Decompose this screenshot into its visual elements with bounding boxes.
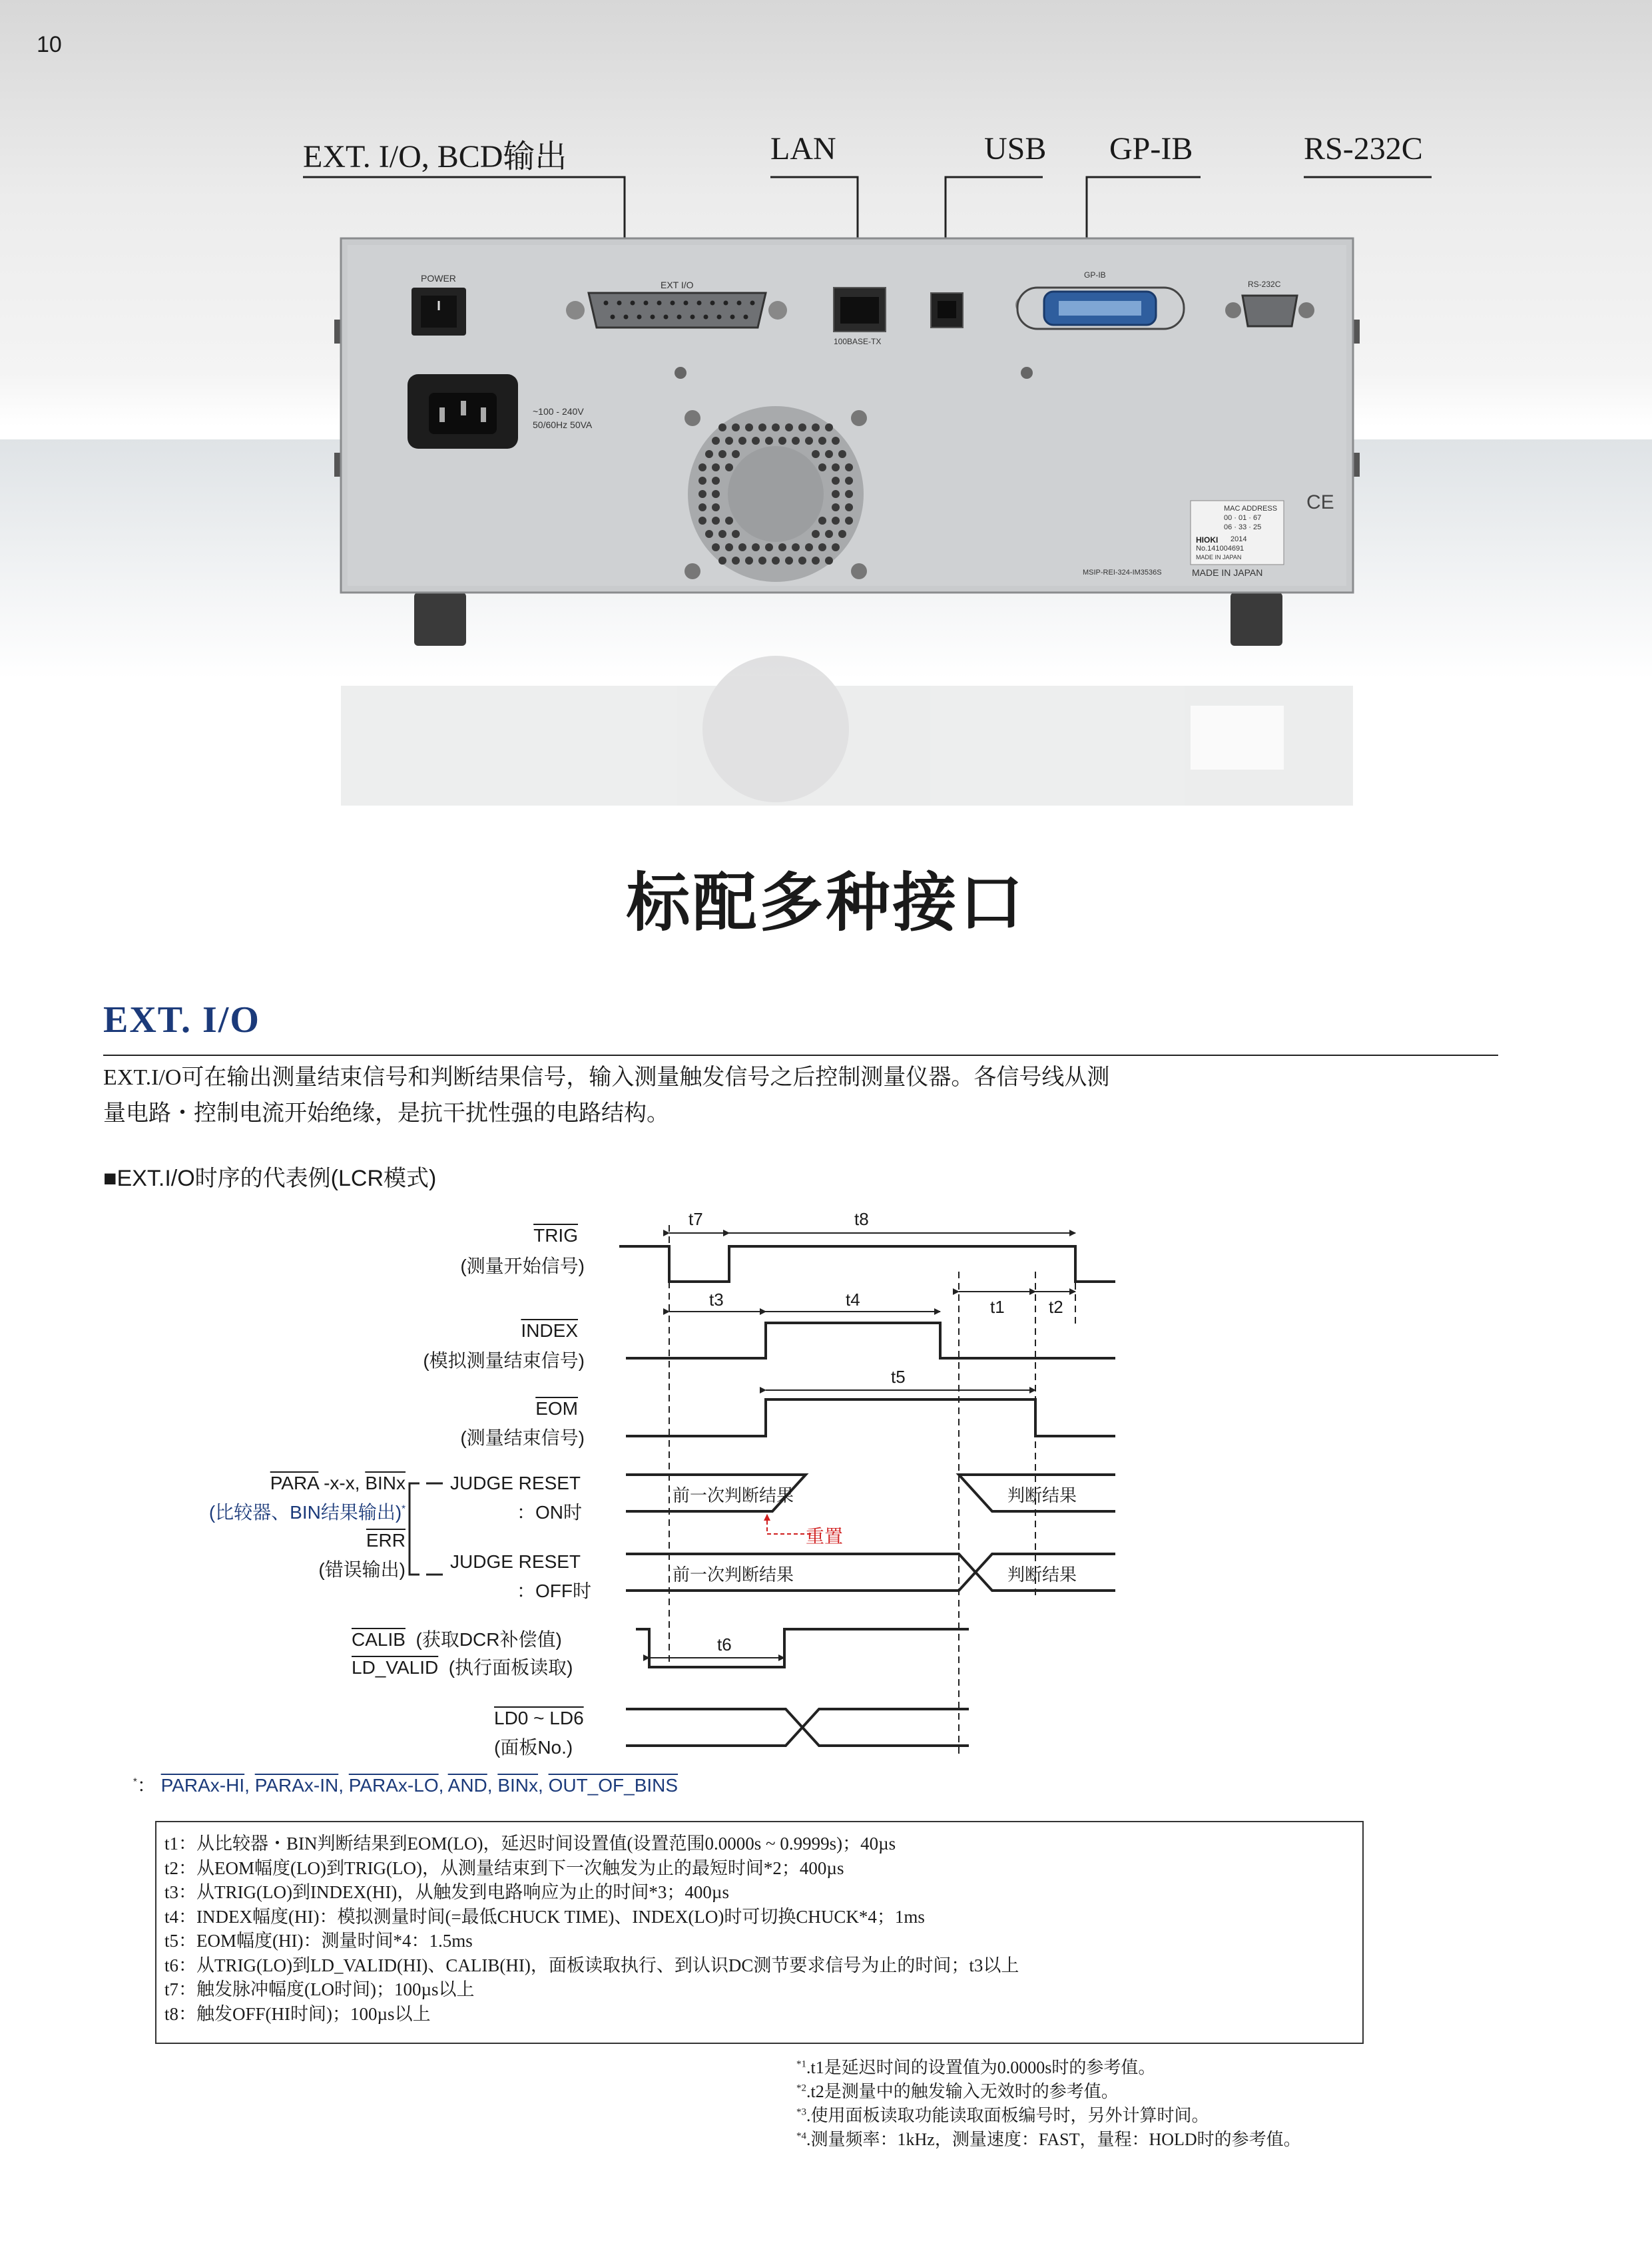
panel-lan-text: 100BASE-TX — [834, 337, 882, 346]
signal-para-b: -x-x, — [318, 1473, 366, 1493]
panel-msip: MSIP-REI-324-IM3536S — [1083, 569, 1162, 577]
footnote-1-text: .t1是延迟时间的设置值为0.0000s时的参考值。 — [806, 2058, 1156, 2077]
label-t6: t6 — [717, 1634, 732, 1654]
hero-title: 标配多种接口 — [626, 868, 1026, 939]
waveform-ld-a — [626, 1709, 969, 1746]
signal-eom-name: $\overline{EOM}$ — [535, 1398, 578, 1419]
result-off: 判断结果 — [1007, 1565, 1077, 1585]
intro-line-2: 量电路・控制电流开始绝缘，是抗干扰性强的电路结构。 — [103, 1101, 669, 1126]
signal-calib-desc: (获取DCR补偿值) — [415, 1629, 562, 1650]
prev-result-off: 前一次判断结果 — [673, 1565, 794, 1585]
signal-index-desc: (模拟测量结束信号) — [423, 1350, 585, 1371]
footnote-3-mark: *3 — [796, 2107, 806, 2118]
signal-para — [270, 1473, 406, 1494]
label-t2: t2 — [1049, 1297, 1063, 1317]
panel-rs232c-text: RS-232C — [1248, 280, 1281, 289]
panel-ext-io-text: EXT I/O — [661, 280, 694, 290]
panel-serial: No.141004691 — [1196, 545, 1244, 553]
footnote-4-text: .测量频率：1kHz，测量速度：FAST，量程：HOLD时的参考值。 — [806, 2130, 1301, 2149]
signal-footnote-sep: ： — [137, 1775, 156, 1796]
signal-footnote-mark: * — [133, 1776, 137, 1788]
judge-reset-off-state: ：OFF时 — [517, 1581, 591, 1601]
signal-trig-name: TRIG — [533, 1225, 578, 1246]
signal-ld-valid-name: LD_VALID — [352, 1657, 439, 1678]
ce-mark-icon: CE — [1306, 491, 1334, 513]
signal-para-a: PARA — [270, 1473, 319, 1493]
reset-indicator — [767, 1515, 811, 1534]
judge-reset-off: JUDGE RESET — [450, 1551, 581, 1572]
footnote-4-mark: *4 — [796, 2130, 806, 2142]
signal-ld — [494, 1708, 584, 1729]
note-t8: t8：触发OFF(HI时间)；100µs以上 — [164, 2003, 431, 2024]
timing-notes-box — [155, 1821, 1364, 2044]
panel-mac-1: 00 · 01 · 67 — [1224, 514, 1262, 522]
signal-err-desc: (错误输出) — [318, 1559, 406, 1580]
signal-ld-valid — [352, 1653, 573, 1680]
note-t5: t5：EOM幅度(HI)：测量时间*4：1.5ms — [164, 1931, 473, 1951]
judge-reset-on-state: ：ON时 — [517, 1502, 583, 1523]
waveform-trig — [619, 1246, 1115, 1282]
fn-signal-out-of-bins: OUT_OF_BINS — [548, 1775, 679, 1796]
panel-mac-2: 06 · 33 · 25 — [1224, 523, 1262, 531]
waveform-index — [626, 1323, 1115, 1358]
note-t3: t3：从TRIG(LO)到INDEX(HI)，从触发到电路响应为止的时间*3；400µs — [164, 1882, 729, 1902]
signal-para-desc-text: (比较器、BIN结果输出) — [208, 1502, 402, 1523]
label-t4: t4 — [846, 1290, 860, 1310]
fn-signal-binx: BINx — [497, 1775, 539, 1796]
panel-made-in: MADE IN JAPAN — [1192, 567, 1263, 578]
signal-calib — [352, 1625, 562, 1652]
signal-footnote-list: PARAx-HI, PARAx-IN, PARAx-LO, $\overline{AND}$, BINx, OUT_OF_BINS — [160, 1775, 679, 1796]
panel-ac-rating-1: ~100 - 240V — [533, 406, 584, 417]
label-t7: t7 — [688, 1209, 703, 1229]
signal-err — [366, 1530, 406, 1551]
prev-result-on: 前一次判断结果 — [673, 1485, 794, 1505]
footnotes — [796, 2056, 1301, 2152]
signal-ld-desc: (面板No.) — [494, 1737, 573, 1758]
footnote-3-text: .使用面板读取功能读取面板编号时，另外计算时间。 — [806, 2106, 1209, 2125]
intro-line-1: EXT.I/O可在输出测量结束信号和判断结果信号，输入测量触发信号之后控制测量仪器。各信号线从测 — [103, 1065, 1110, 1090]
footnote-3 — [796, 2104, 1301, 2128]
signal-eom — [535, 1398, 578, 1419]
signal-index-name: INDEX — [521, 1320, 578, 1341]
label-t1: t1 — [990, 1297, 1005, 1317]
panel-mac-label: MAC ADDRESS — [1224, 505, 1278, 513]
port-label-lan: LAN — [770, 131, 836, 166]
label-t5: t5 — [891, 1367, 906, 1387]
timing-notes — [164, 1832, 1019, 2026]
timing-heading: ■EXT.I/O时序的代表例(LCR模式) — [103, 1166, 437, 1191]
note-t4: t4：INDEX幅度(HI)：模拟测量时间(=最低CHUCK TIME)、INDEX(LO)时可切换CHUCK*4；1ms — [164, 1906, 925, 1927]
footnote-4 — [796, 2128, 1301, 2152]
fn-signal-para-lo: PARAx-LO — [348, 1775, 439, 1796]
waveform-ld-b — [626, 1709, 969, 1746]
footnote-2-text: .t2是测量中的触发输入无效时的参考值。 — [806, 2082, 1119, 2101]
page-number: 10 — [37, 32, 62, 57]
label-t8: t8 — [854, 1209, 869, 1229]
waveform-calib — [636, 1629, 969, 1667]
reset-label: 重置 — [806, 1526, 844, 1547]
note-t7: t7：触发脉冲幅度(LO时间)；100µs以上 — [164, 1979, 475, 1999]
panel-power-text: POWER — [421, 273, 456, 284]
panel-year: 2014 — [1231, 535, 1247, 543]
port-label-usb: USB — [984, 131, 1047, 166]
panel-gpib-text: GP-IB — [1084, 270, 1106, 280]
signal-eom-desc: (测量结束信号) — [460, 1427, 585, 1448]
signal-calib-name: CALIB — [352, 1629, 406, 1650]
note-t2: t2：从EOM幅度(LO)到TRIG(LO)，从测量结束到下一次触发为止的最短时间*2；400µs — [164, 1858, 844, 1878]
panel-brand: HIOKI — [1196, 535, 1219, 545]
footnote-2 — [796, 2080, 1301, 2104]
fn-signal-and: $\overline{AND}$ — [447, 1775, 487, 1796]
section-title: EXT. I/O — [103, 999, 260, 1041]
port-label-rs232c: RS-232C — [1304, 131, 1423, 166]
port-label-ext-io: EXT. I/O, BCD输出 — [303, 139, 567, 174]
signal-ld-name: LD0 ~ LD6 — [494, 1708, 584, 1728]
footnote-2-mark: *2 — [796, 2083, 806, 2094]
signal-bracket — [410, 1483, 443, 1575]
panel-ac-rating-2: 50/60Hz 50VA — [533, 419, 593, 430]
signal-para-desc — [209, 1498, 406, 1525]
footnote-1 — [796, 2056, 1301, 2080]
panel-made-small: MADE IN JAPAN — [1196, 554, 1242, 561]
signal-footnote — [133, 1771, 678, 1798]
signal-trig — [533, 1225, 578, 1246]
port-label-gpib: GP-IB — [1109, 131, 1193, 166]
footnote-1-mark: *1 — [796, 2059, 806, 2070]
signal-para-c: BINx — [365, 1473, 406, 1493]
judge-reset-on: JUDGE RESET — [450, 1473, 581, 1493]
waveform-eom — [626, 1399, 1115, 1436]
footnote-mark: * — [402, 1503, 406, 1515]
signal-err-name: $\overline{ERR}$ — [366, 1530, 406, 1551]
signal-trig-desc: (测量开始信号) — [460, 1256, 585, 1276]
note-t6: t6：从TRIG(LO)到LD_VALID(HI)、CALIB(HI)，面板读取执行、到认识DC测节要求信号为止的时间；t3以上 — [164, 1955, 1019, 1975]
signal-ld-valid-desc: (执行面板读取) — [448, 1657, 573, 1678]
label-t3: t3 — [709, 1290, 724, 1310]
note-t1: t1：从比较器・BIN判断结果到EOM(LO)，延迟时间设置值(设置范围0.0000s ~ 0.9999s)；40µs — [164, 1834, 896, 1854]
fn-signal-para-in: PARAx-IN — [254, 1775, 339, 1796]
result-on: 判断结果 — [1007, 1485, 1077, 1505]
fn-signal-para-hi: PARAx-HI — [160, 1775, 245, 1796]
signal-index — [521, 1320, 578, 1342]
